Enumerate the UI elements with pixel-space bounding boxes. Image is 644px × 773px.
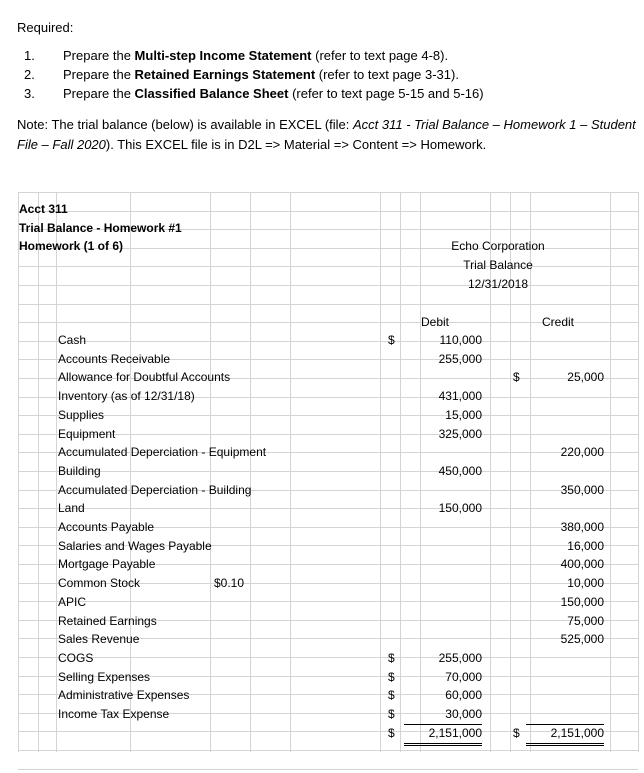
credit-column-header: Credit bbox=[541, 315, 574, 329]
requirement-text bbox=[63, 46, 448, 65]
credit-amount: 150,000 bbox=[560, 595, 604, 609]
debit-amount: 150,000 bbox=[438, 501, 482, 515]
account-name: Inventory (as of 12/31/18) bbox=[58, 389, 195, 403]
account-name: Accounts Payable bbox=[58, 520, 155, 534]
account-name: Accumulated Deperciation - Building bbox=[58, 483, 252, 497]
note-suffix: ). This EXCEL file is in D2L => Material => Content => Homework. bbox=[105, 137, 487, 152]
note-file-name: Acct 311 - Trial Balance – Homework 1 – Student File – Fall 2020 bbox=[17, 117, 636, 152]
debit-amount: 60,000 bbox=[445, 688, 482, 702]
account-name: Cash bbox=[58, 333, 87, 347]
requirements-list bbox=[17, 46, 617, 103]
debit-amount: 15,000 bbox=[445, 408, 482, 422]
debit-dollar-sign: $ bbox=[388, 333, 395, 347]
requirement-reference: (refer to text page 4-8). bbox=[311, 48, 449, 63]
credit-dollar-sign: $ bbox=[513, 370, 520, 384]
sheet-subtitle: Trial Balance - Homework #1 bbox=[19, 221, 182, 235]
account-name: APIC bbox=[58, 595, 87, 609]
requirement-reference: (refer to text page 3-31). bbox=[315, 67, 459, 82]
sheet-homework-number: Homework (1 of 6) bbox=[19, 239, 124, 253]
total-debit-dollar-sign: $ bbox=[388, 726, 395, 740]
company-name: Echo Corporation bbox=[451, 239, 545, 253]
requirement-number: 3. bbox=[24, 86, 35, 101]
par-value: $0.10 bbox=[214, 576, 245, 590]
account-name: Selling Expenses bbox=[58, 670, 151, 684]
report-date: 12/31/2018 bbox=[467, 277, 529, 291]
total-credit-amount: 2,151,000 bbox=[526, 724, 604, 746]
note-paragraph bbox=[17, 115, 637, 155]
account-name: Common Stock bbox=[58, 576, 141, 590]
account-name: Land bbox=[58, 501, 85, 515]
credit-amount: 525,000 bbox=[560, 632, 604, 646]
requirement-title: Classified Balance Sheet bbox=[134, 86, 289, 101]
credit-amount: 16,000 bbox=[567, 539, 604, 553]
requirement-reference: (refer to text page 5-15 and 5-16) bbox=[288, 86, 484, 101]
credit-amount: 400,000 bbox=[560, 557, 604, 571]
account-name: Supplies bbox=[58, 408, 105, 422]
account-name: COGS bbox=[58, 651, 94, 665]
debit-amount: 30,000 bbox=[445, 707, 482, 721]
debit-dollar-sign: $ bbox=[388, 670, 395, 684]
account-name: Accumulated Deperciation - Equipment bbox=[58, 445, 267, 459]
account-name: Income Tax Expense bbox=[58, 707, 170, 721]
debit-amount: 431,000 bbox=[438, 389, 482, 403]
debit-dollar-sign: $ bbox=[388, 707, 395, 721]
credit-amount: 75,000 bbox=[567, 614, 604, 628]
account-name: Retained Earnings bbox=[58, 614, 157, 628]
note-prefix: Note: The trial balance (below) is available in EXCEL (file: bbox=[17, 117, 353, 132]
credit-amount: 25,000 bbox=[567, 370, 604, 384]
requirement-prefix: Prepare the bbox=[63, 86, 135, 101]
credit-amount: 350,000 bbox=[560, 483, 604, 497]
account-name: Accounts Receivable bbox=[58, 352, 171, 366]
debit-amount: 450,000 bbox=[438, 464, 482, 478]
requirement-text bbox=[63, 84, 484, 103]
requirement-item bbox=[17, 46, 617, 65]
account-name: Equipment bbox=[58, 427, 116, 441]
requirement-number: 1. bbox=[24, 48, 35, 63]
credit-amount: 10,000 bbox=[567, 576, 604, 590]
requirement-item bbox=[17, 65, 617, 84]
account-name: Building bbox=[58, 464, 101, 478]
account-name: Salaries and Wages Payable bbox=[58, 539, 212, 553]
debit-amount: 110,000 bbox=[439, 333, 482, 347]
requirement-title: Multi-step Income Statement bbox=[134, 48, 312, 63]
debit-dollar-sign: $ bbox=[388, 651, 395, 665]
trial-balance-spreadsheet bbox=[0, 192, 644, 773]
debit-dollar-sign: $ bbox=[388, 688, 395, 702]
required-heading: Required: bbox=[17, 20, 74, 35]
total-credit-dollar-sign: $ bbox=[513, 726, 520, 740]
requirement-prefix: Prepare the bbox=[63, 67, 135, 82]
account-name: Administrative Expenses bbox=[58, 688, 190, 702]
debit-amount: 255,000 bbox=[438, 651, 482, 665]
debit-column-header: Debit bbox=[420, 315, 449, 329]
account-name: Allowance for Doubtful Accounts bbox=[58, 370, 231, 384]
debit-amount: 70,000 bbox=[445, 670, 482, 684]
account-name: Mortgage Payable bbox=[58, 557, 156, 571]
requirement-prefix: Prepare the bbox=[63, 48, 135, 63]
credit-amount: 380,000 bbox=[560, 520, 604, 534]
account-name: Sales Revenue bbox=[58, 632, 140, 646]
requirement-number: 2. bbox=[24, 67, 35, 82]
credit-amount: 220,000 bbox=[560, 445, 604, 459]
requirement-title: Retained Earnings Statement bbox=[134, 67, 316, 82]
debit-amount: 325,000 bbox=[438, 427, 482, 441]
report-title: Trial Balance bbox=[463, 258, 533, 272]
requirement-item bbox=[17, 84, 617, 103]
debit-amount: 255,000 bbox=[438, 352, 482, 366]
total-debit-amount: 2,151,000 bbox=[404, 724, 482, 746]
sheet-course: Acct 311 bbox=[19, 202, 68, 216]
requirement-text bbox=[63, 65, 459, 84]
